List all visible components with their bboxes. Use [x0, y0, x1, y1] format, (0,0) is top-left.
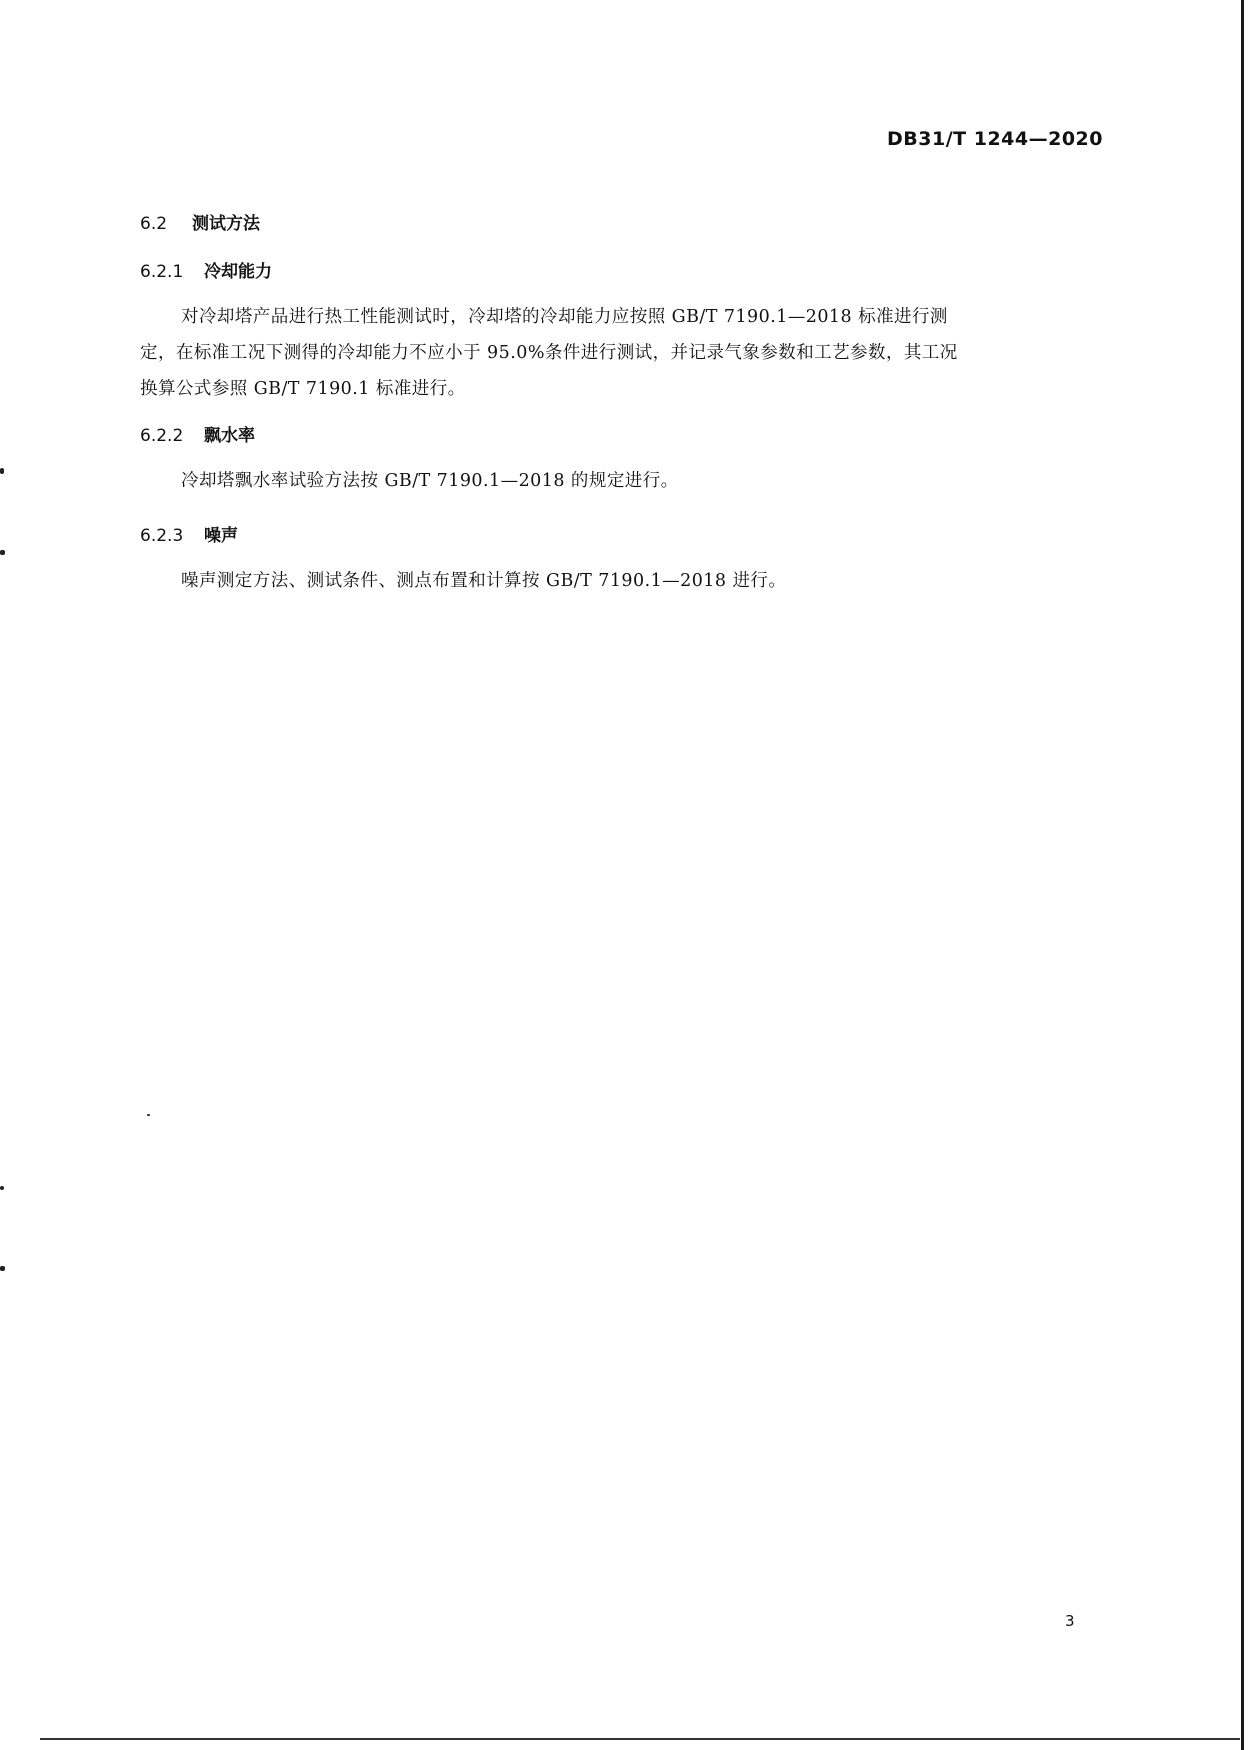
scan-mark-1 [0, 468, 4, 474]
heading-6-2-2 [140, 421, 255, 446]
heading-6-2-number: 6.2 [140, 214, 168, 234]
scan-mark-4 [0, 1186, 4, 1190]
heading-6-2-3 [140, 521, 238, 546]
scan-mark-3 [147, 1114, 150, 1116]
paragraph-6-2-2 [140, 463, 1106, 499]
heading-6-2-2-number: 6.2.2 [140, 426, 184, 446]
standard-code: DB31/T 1244—2020 [887, 128, 1103, 150]
heading-6-2-3-title: 噪声 [204, 526, 238, 546]
paragraph-6-2-1-line-2: 定，在标准工况下测得的冷却能力不应小于 95.0%条件进行测试，并记录气象参数和工艺参数，其工况 [140, 343, 958, 363]
paragraph-6-2-3 [140, 563, 1106, 599]
heading-6-2-2-title: 飘水率 [204, 426, 255, 446]
paragraph-6-2-2-line-1: 冷却塔飘水率试验方法按 GB/T 7190.1—2018 的规定进行。 [181, 471, 679, 491]
heading-6-2 [140, 209, 260, 234]
heading-6-2-1 [140, 257, 272, 282]
page-number: 3 [1065, 1612, 1075, 1630]
heading-6-2-1-number: 6.2.1 [140, 262, 184, 282]
paragraph-6-2-1-line-1: 对冷却塔产品进行热工性能测试时，冷却塔的冷却能力应按照 GB/T 7190.1—2018 标准进行测 [181, 307, 948, 327]
paragraph-6-2-1-line-3: 换算公式参照 GB/T 7190.1 标准进行。 [140, 379, 466, 399]
scan-mark-2 [0, 550, 5, 555]
scan-edge-line [1241, 0, 1244, 1750]
heading-6-2-3-number: 6.2.3 [140, 526, 184, 546]
paragraph-6-2-1 [140, 299, 1106, 407]
heading-6-2-1-title: 冷却能力 [204, 262, 272, 282]
paragraph-6-2-3-line-1: 噪声测定方法、测试条件、测点布置和计算按 GB/T 7190.1—2018 进行。 [181, 571, 787, 591]
scan-bottom-line [40, 1738, 1240, 1740]
scan-mark-5 [0, 1266, 5, 1271]
heading-6-2-title: 测试方法 [192, 214, 260, 234]
